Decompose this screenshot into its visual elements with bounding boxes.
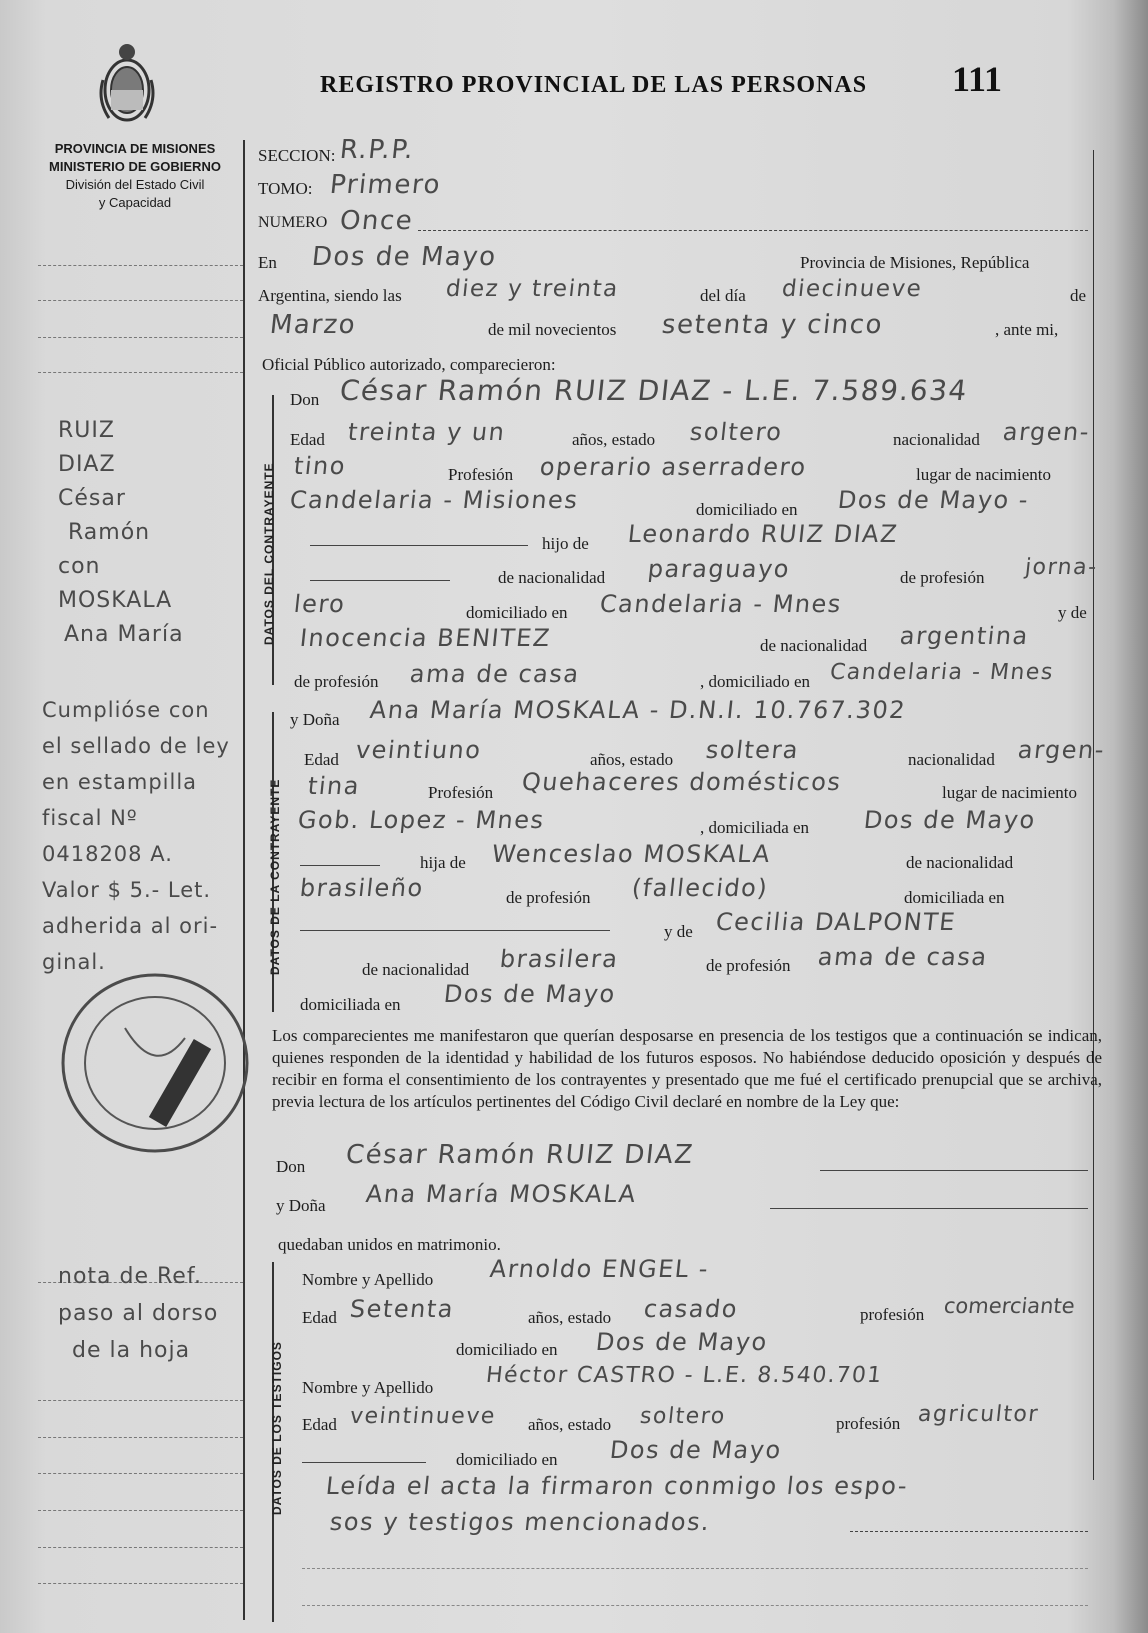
decl-bride: Ana María MOSKALA xyxy=(364,1180,639,1208)
groom-domicile: Dos de Mayo - xyxy=(836,486,1031,514)
groom-mother-profession: ama de casa xyxy=(408,660,582,688)
org-line: División del Estado Civil xyxy=(65,177,205,192)
domiciliado-label: domiciliado en xyxy=(696,500,798,519)
domiciliado-label-t2: domiciliado en xyxy=(456,1450,558,1469)
margin-name-line: con xyxy=(58,554,101,579)
argentina-text: Argentina, siendo las xyxy=(258,286,402,305)
seccion-label: SECCION: xyxy=(258,146,336,165)
don-label: Don xyxy=(290,390,320,409)
domiciliado-label-t1: domiciliado en xyxy=(456,1340,558,1359)
stamp-note-line: 0418208 A. xyxy=(42,842,173,866)
mother-domicile-label-f: domiciliada en xyxy=(300,995,401,1014)
nombre-label-2: Nombre y Apellido xyxy=(302,1378,434,1397)
stamp-note-line: fiscal Nº xyxy=(42,806,138,830)
dona-label: y Doña xyxy=(290,710,340,729)
witness2-name: Héctor CASTRO - L.E. 8.540.701 xyxy=(484,1363,885,1388)
edad-label-t2: Edad xyxy=(302,1415,337,1434)
witness2-state: soltero xyxy=(638,1404,728,1429)
mother-nationality-label: de nacionalidad xyxy=(760,636,868,655)
margin-name-line: DIAZ xyxy=(58,452,116,477)
year-value: setenta y cinco xyxy=(660,310,885,340)
section-label-testigos: DATOS DE LOS TESTIGOS xyxy=(270,1341,284,1515)
groom-name: César Ramón RUIZ DIAZ - L.E. 7.589.634 xyxy=(338,374,970,407)
bride-mother-profession: ama de casa xyxy=(816,943,990,971)
org-line: PROVINCIA DE MISIONES xyxy=(54,141,216,156)
hija-de-label: hija de xyxy=(420,853,466,872)
section-label-contrayente: DATOS DEL CONTRAYENTE xyxy=(262,462,276,645)
groom-nationality-a: argen- xyxy=(1001,418,1092,446)
father-domicile-label: domiciliado en xyxy=(466,603,568,622)
witness2-age: veintinueve xyxy=(348,1404,498,1429)
de-profesion-label-f: de profesión xyxy=(506,888,591,907)
right-rule xyxy=(1093,150,1094,1480)
decl-don-label: Don xyxy=(276,1157,306,1176)
bride-age: veintiuno xyxy=(354,736,484,764)
anos-estado-t2: años, estado xyxy=(528,1415,612,1434)
edad-label-f: Edad xyxy=(304,750,339,769)
closing-line-2: sos y testigos mencionados. xyxy=(328,1508,712,1536)
groom-profession: operario aserradero xyxy=(538,453,809,481)
edad-label: Edad xyxy=(290,430,325,449)
numero-value: Once xyxy=(338,206,415,236)
decl-dona-label: y Doña xyxy=(276,1196,326,1215)
org-line: y Capacidad xyxy=(98,195,172,210)
org-line: MINISTERIO DE GOBIERNO xyxy=(49,159,221,174)
month-value: Marzo xyxy=(268,310,358,340)
edad-label-t1: Edad xyxy=(302,1308,337,1327)
groom-mother-domicile: Candelaria - Mnes xyxy=(828,660,1056,685)
bride-father-profession: (fallecido) xyxy=(630,874,770,902)
witness1-state: casado xyxy=(642,1295,740,1323)
bride-profession: Quehaceres domésticos xyxy=(520,768,843,796)
provincia-text: Provincia de Misiones, República xyxy=(800,253,1030,272)
stamp-note-line: Cumplióse con xyxy=(42,698,210,722)
lugar-label-f: lugar de nacimiento xyxy=(942,783,1078,802)
place-value: Dos de Mayo xyxy=(310,242,499,272)
margin-name-line: Ana María xyxy=(64,622,184,647)
groom-mother: Inocencia BENITEZ xyxy=(298,624,553,652)
nacionalidad-label: nacionalidad xyxy=(893,430,980,449)
groom-birthplace: Candelaria - Misiones xyxy=(288,486,580,514)
hour-value: diez y treinta xyxy=(444,276,621,302)
page-title: REGISTRO PROVINCIAL DE LAS PERSONAS xyxy=(320,72,868,98)
declaration-text: Los comparecientes me manifestaron que querían desposarse en presencia de los testigos que a continuación se indican, quienes responden de la identidad y habilidad de los futuros esposos. No habiéndose deducido oposición y después de recibir en forma el consentimiento de los contrayentes y presentado que me fué el certificado prenupcial que se archiva, previa lectura de los artículos pertinentes del Código Civil declaré en nombre de la Ley que: xyxy=(272,1026,1102,1111)
official-seal-icon xyxy=(55,968,255,1158)
stamp-note-line: adherida al ori- xyxy=(42,914,219,938)
closing-line-1: Leída el acta la firmaron conmigo los espo- xyxy=(324,1472,910,1500)
anos-estado-t1: años, estado xyxy=(528,1308,612,1327)
anos-estado-label-f: años, estado xyxy=(590,750,674,769)
groom-mother-nationality: argentina xyxy=(898,622,1031,650)
groom-nationality-b: tino xyxy=(292,452,348,480)
decl-groom: César Ramón RUIZ DIAZ xyxy=(344,1140,696,1170)
org-block xyxy=(30,140,240,212)
margin-rule xyxy=(243,140,245,1620)
oficial-text: Oficial Público autorizado, comparecieron: xyxy=(262,355,556,374)
stamp-note-line: Valor $ 5.- Let. xyxy=(42,878,212,902)
mother-domicile-label: , domiciliado en xyxy=(700,672,811,691)
nombre-label-1: Nombre y Apellido xyxy=(302,1270,434,1289)
folio-number: 111 xyxy=(952,59,1003,99)
stamp-note-line: en estampilla xyxy=(42,770,198,794)
tomo-label: TOMO: xyxy=(258,179,313,198)
de-profesion-label: de profesión xyxy=(900,568,985,587)
profesion-label-f: Profesión xyxy=(428,783,494,802)
ref-note xyxy=(58,1258,218,1369)
witness1-profession: comerciante xyxy=(942,1294,1076,1318)
mother-profesion-label: de profesión xyxy=(294,672,379,691)
witness1-domicile: Dos de Mayo xyxy=(594,1328,770,1356)
numero-label: NUMERO xyxy=(258,214,328,231)
ref-note-line: de la hoja xyxy=(72,1338,191,1363)
bride-father-nationality: brasileño xyxy=(298,874,426,902)
bride-mother-nationality: brasilera xyxy=(498,945,620,973)
bride-name: Ana María MOSKALA - D.N.I. 10.767.302 xyxy=(368,696,908,724)
bride-father: Wenceslao MOSKALA xyxy=(490,840,773,868)
groom-father-domicile: Candelaria - Mnes xyxy=(598,590,844,618)
groom-father-profession-a: jorna- xyxy=(1023,555,1099,580)
margin-name-line: Ramón xyxy=(68,520,151,545)
y-de-label-f: y de xyxy=(664,922,693,941)
stamp-note-line: ginal. xyxy=(42,950,106,974)
del-dia-label: del día xyxy=(700,286,746,305)
lugar-label: lugar de nacimiento xyxy=(916,465,1052,484)
y-de-label: y de xyxy=(1058,603,1087,622)
witness2-profession: agricultor xyxy=(916,1402,1041,1427)
tomo-value: Primero xyxy=(328,170,443,200)
groom-civil-state: soltero xyxy=(688,418,785,446)
stamp-note-line: el sellado de ley xyxy=(42,734,230,758)
margin-name-line: MOSKALA xyxy=(58,588,173,613)
margin-names xyxy=(58,414,184,652)
de-nacionalidad-label-f: de nacionalidad xyxy=(906,853,1014,872)
unidos-text: quedaban unidos en matrimonio. xyxy=(278,1235,501,1254)
groom-father-profession-b: lero xyxy=(292,590,347,618)
section-label-contrayente-f: DATOS DE LA CONTRAYENTE xyxy=(268,778,282,975)
stamp-note xyxy=(42,692,230,980)
nacionalidad-label-f: nacionalidad xyxy=(908,750,995,769)
anos-estado-label: años, estado xyxy=(572,430,656,449)
profesion-label-t2: profesión xyxy=(836,1414,901,1433)
mother-nationality-label-f: de nacionalidad xyxy=(362,960,470,979)
groom-father: Leonardo RUIZ DIAZ xyxy=(626,520,900,548)
witness1-age: Setenta xyxy=(348,1295,456,1323)
de-nacionalidad-label: de nacionalidad xyxy=(498,568,606,587)
witness2-domicile: Dos de Mayo xyxy=(608,1436,784,1464)
witness1-name: Arnoldo ENGEL - xyxy=(488,1255,711,1283)
bride-mother-domicile: Dos de Mayo xyxy=(442,980,618,1008)
bride-domicile: Dos de Mayo xyxy=(862,806,1038,834)
ref-note-line: paso al dorso xyxy=(58,1301,219,1326)
father-domicile-label-f: domiciliada en xyxy=(904,888,1005,907)
coat-of-arms-icon xyxy=(95,40,159,130)
bride-mother: Cecilia DALPONTE xyxy=(714,908,958,936)
groom-father-nationality: paraguayo xyxy=(646,555,792,583)
margin-name-line: César xyxy=(58,486,126,511)
groom-age: treinta y un xyxy=(346,418,507,446)
ante-mi-label: , ante mi, xyxy=(995,320,1059,339)
hijo-de-label: hijo de xyxy=(542,534,589,553)
de-label: de xyxy=(1070,286,1087,305)
profesion-label: Profesión xyxy=(448,465,514,484)
en-label: En xyxy=(258,253,277,272)
seccion-value: R.P.P. xyxy=(338,135,416,165)
margin-name-line: RUIZ xyxy=(58,418,115,443)
bride-birthplace: Gob. Lopez - Mnes xyxy=(296,806,547,834)
day-value: diecinueve xyxy=(780,276,924,302)
bride-nationality-a: argen- xyxy=(1016,736,1107,764)
de-mil-label: de mil novecientos xyxy=(488,320,617,339)
ref-note-line: nota de Ref. xyxy=(58,1264,202,1289)
bride-civil-state: soltera xyxy=(704,736,801,764)
bride-nationality-b: tina xyxy=(306,772,362,800)
profesion-label-t1: profesión xyxy=(860,1305,925,1324)
mother-profesion-label-f: de profesión xyxy=(706,956,791,975)
domiciliada-label: , domiciliada en xyxy=(700,818,810,837)
